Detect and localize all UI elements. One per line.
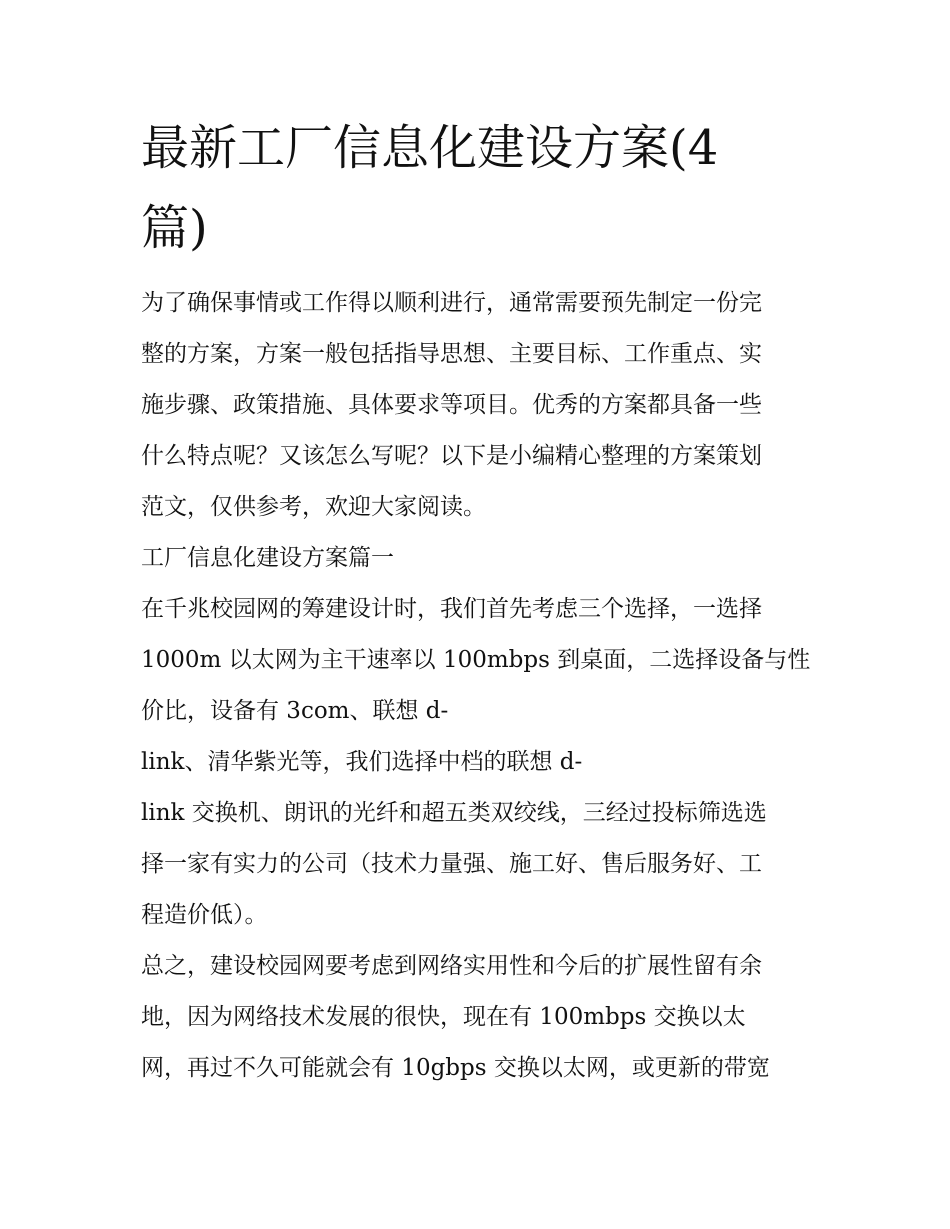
paragraph-line: 范文，仅供参考，欢迎大家阅读。	[141, 494, 486, 520]
paragraph-line: 地，因为网络技术发展的很快，现在有 100mbps 交换以太	[141, 1004, 746, 1030]
paragraph-line: 网，再过不久可能就会有 10gbps 交换以太网，或更新的带宽	[141, 1055, 770, 1081]
body-paragraph	[141, 737, 811, 788]
title-line: 篇)	[141, 200, 208, 256]
paragraph-line: link、清华紫光等，我们选择中档的联想 d-	[141, 749, 583, 775]
paragraph-line: 1000m 以太网为主干速率以 100mbps 到桌面，二选择设备与性	[141, 647, 811, 673]
paragraph-line: 择一家有实力的公司（技术力量强、施工好、售后服务好、工	[141, 851, 762, 877]
body-paragraph	[141, 788, 811, 941]
body-paragraph	[141, 584, 811, 737]
title-line: 最新工厂信息化建设方案(4	[141, 120, 719, 176]
paragraph-line: 什么特点呢？又该怎么写呢？以下是小编精心整理的方案策划	[141, 443, 762, 469]
paragraph-line: 整的方案，方案一般包括指导思想、主要目标、工作重点、实	[141, 341, 762, 367]
paragraph-line: 工厂信息化建设方案篇一	[141, 545, 394, 571]
paragraph-line: 价比，设备有 3com、联想 d-	[141, 698, 449, 724]
paragraph-line: 程造价低）。	[141, 902, 268, 928]
paragraph-line: link 交换机、朗讯的光纤和超五类双绞线，三经过投标筛选选	[141, 800, 767, 826]
section-heading	[141, 533, 811, 584]
paragraph-line: 为了确保事情或工作得以顺利进行，通常需要预先制定一份完	[141, 290, 762, 316]
paragraph-line: 总之，建设校园网要考虑到网络实用性和今后的扩展性留有余	[141, 953, 762, 979]
body-paragraph	[141, 941, 811, 1094]
paragraph-line: 在千兆校园网的筹建设计时，我们首先考虑三个选择，一选择	[141, 596, 762, 622]
document-body	[141, 108, 811, 1094]
paragraph-line: 施步骤、政策措施、具体要求等项目。优秀的方案都具备一些	[141, 392, 762, 418]
document-title	[141, 108, 811, 268]
intro-paragraph	[141, 278, 811, 533]
